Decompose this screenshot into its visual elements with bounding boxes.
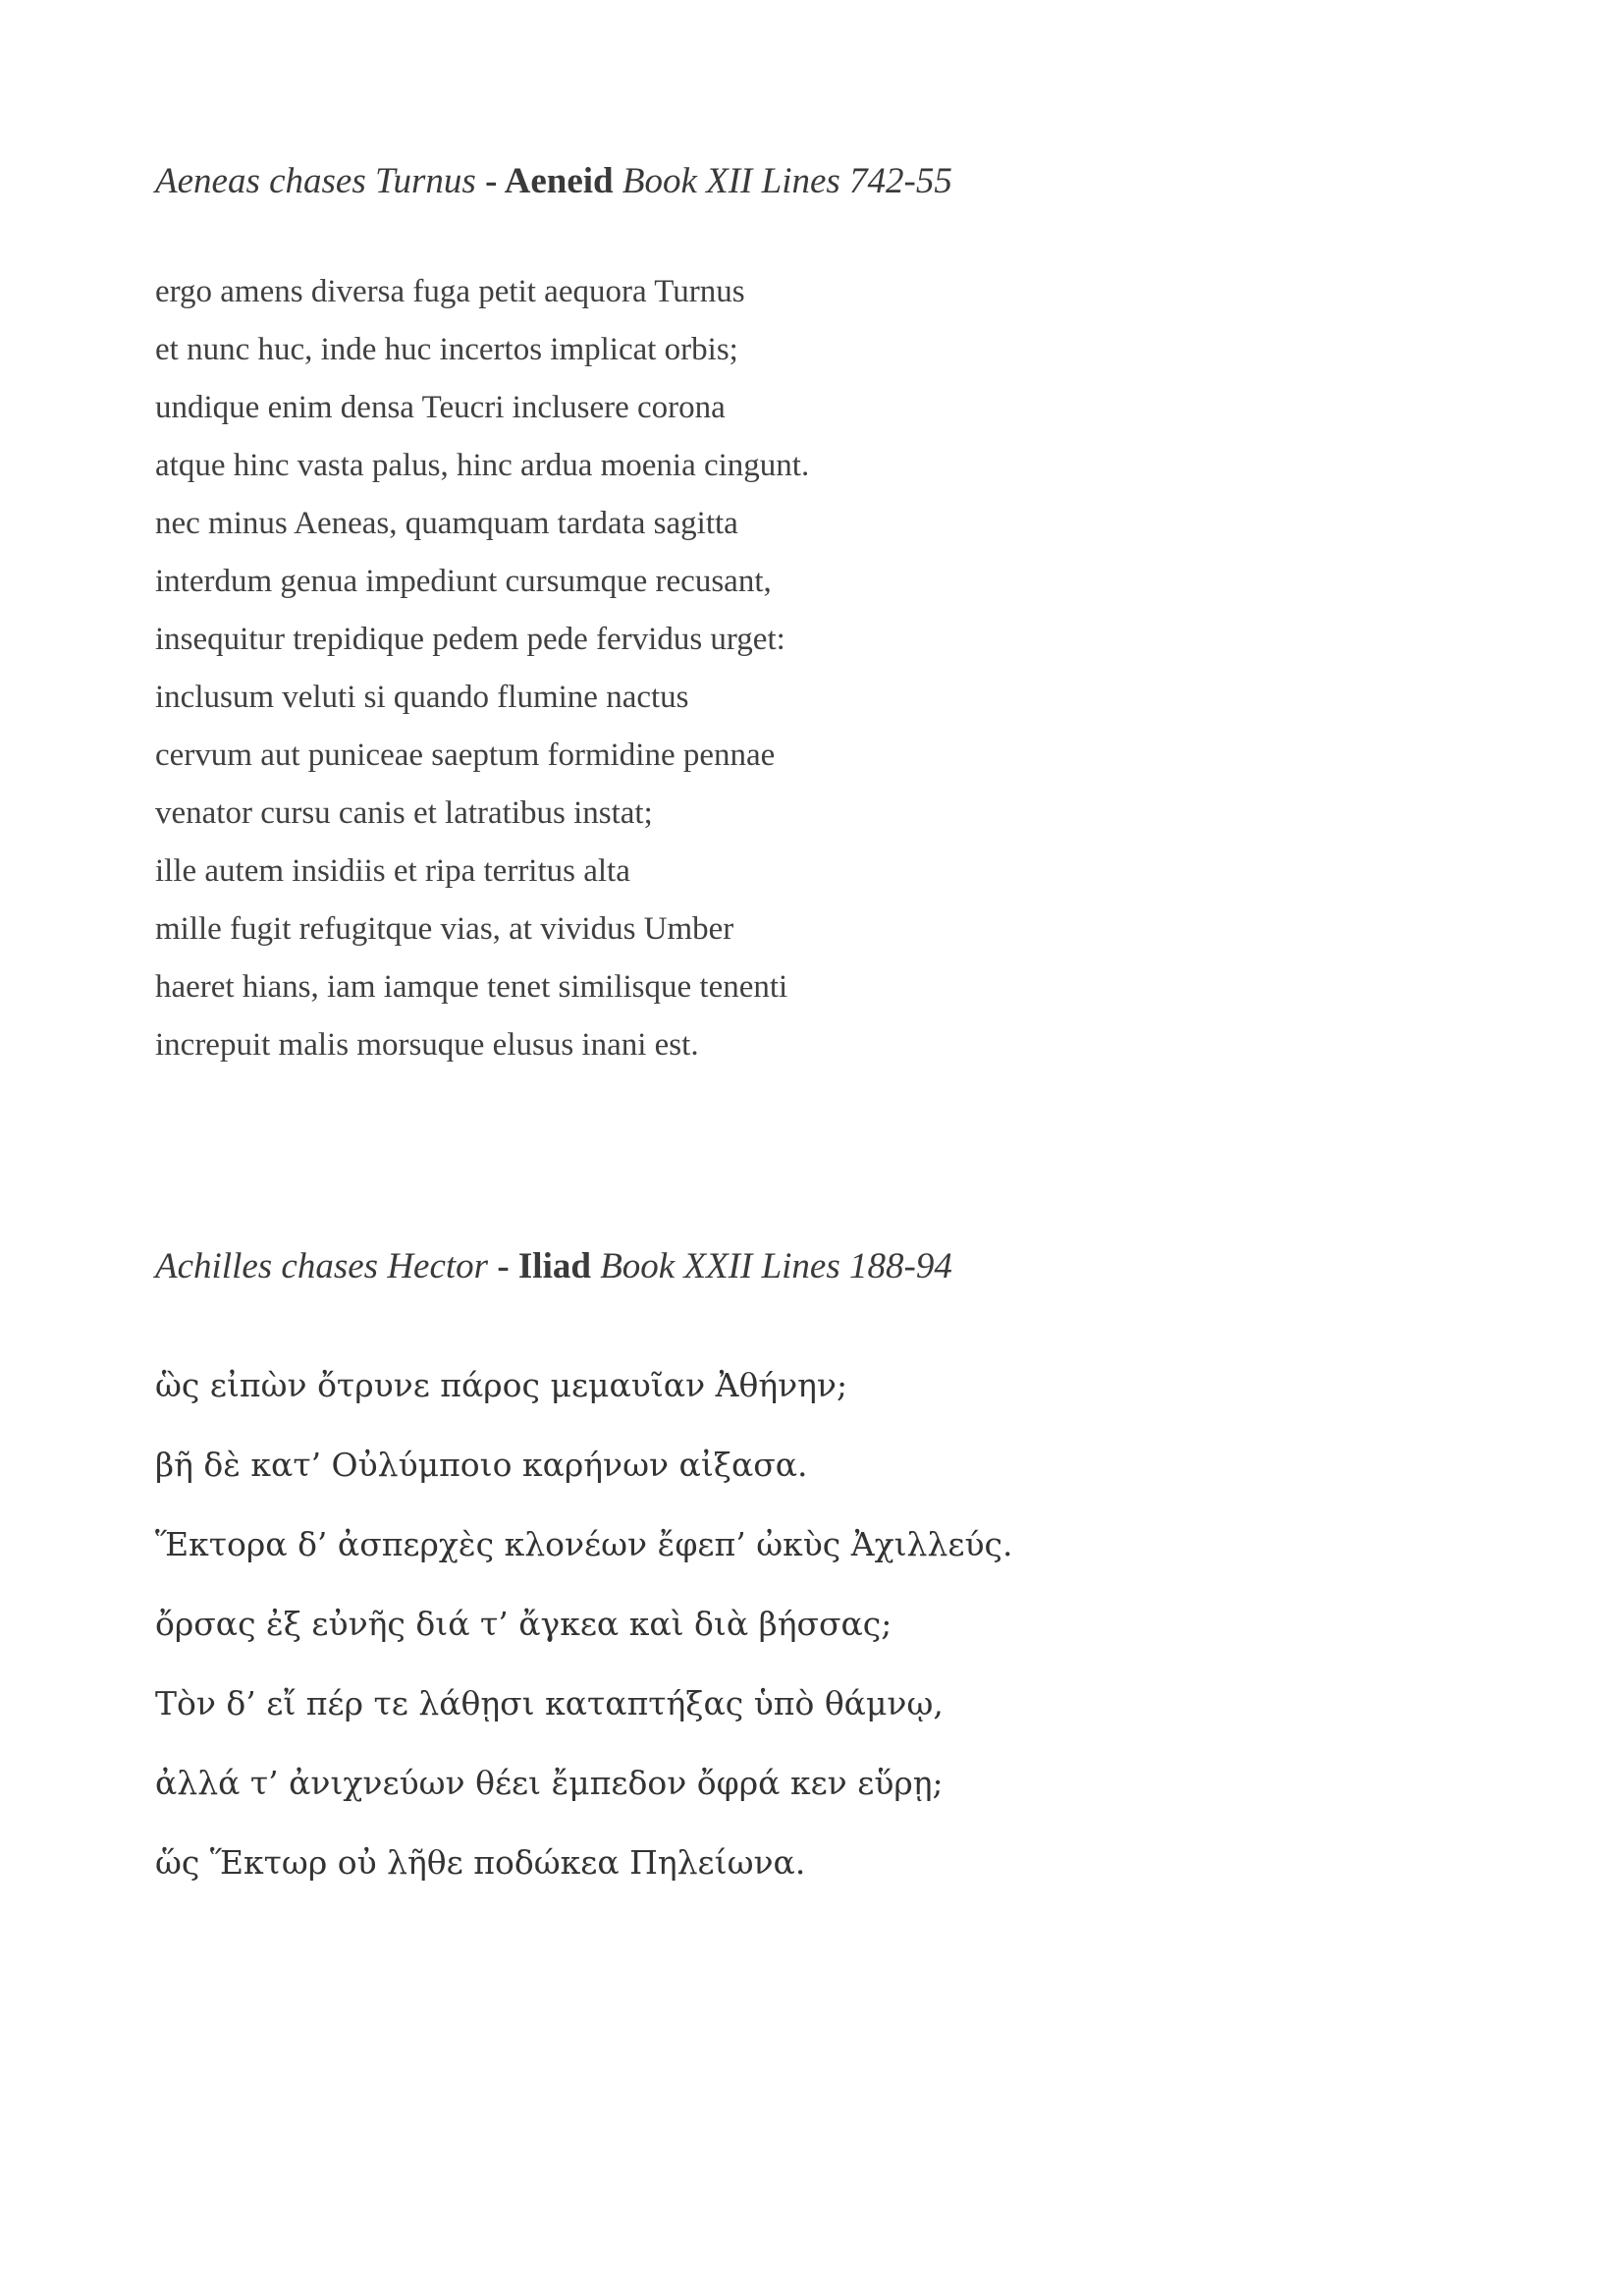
verse-line: Ἕκτορα δ’ ἀσπερχὲς κλονέων ἔφεπ’ ὠκὺς Ἀχιλλεύς. [155, 1525, 1013, 1563]
iliad-section [155, 1242, 1432, 1918]
aeneid-heading-subject: Aeneas chases Turnus [155, 161, 476, 201]
aeneid-section [155, 157, 1432, 1090]
verse-line: inclusum veluti si quando flumine nactus [155, 680, 689, 715]
verse-line: atque hinc vasta palus, hinc ardua moenia cingunt. [155, 448, 810, 483]
verse-line: ergo amens diversa fuga petit aequora Turnus [155, 274, 745, 309]
iliad-heading-subject: Achilles chases Hector [155, 1246, 489, 1286]
verse-line: interdum genua impediunt cursumque recusant, [155, 564, 772, 599]
verse-line: ὣς εἰπὼν ὄτρυνε πάρος μεμαυῖαν Ἀθήνην; [155, 1366, 848, 1404]
iliad-heading-separator: - [488, 1246, 518, 1286]
aeneid-verse-list [155, 263, 1432, 1074]
verse-line: cervum aut puniceae saeptum formidine pennae [155, 738, 776, 773]
verse-line: et nunc huc, inde huc incertos implicat orbis; [155, 332, 738, 367]
aeneid-heading-work: Aeneid [504, 161, 614, 201]
verse-line: ille autem insidiis et ripa territus alta [155, 853, 630, 889]
iliad-heading-work: Iliad [517, 1246, 591, 1286]
verse-line: nec minus Aeneas, quamquam tardata sagitta [155, 506, 738, 541]
iliad-heading-reference: Book XXII Lines 188-94 [590, 1246, 952, 1286]
verse-line: increpuit malis morsuque elusus inani est. [155, 1027, 699, 1063]
verse-line: ὄρσας ἐξ εὐνῆς διά τ’ ἄγκεα καὶ διὰ βήσσας; [155, 1605, 892, 1643]
iliad-heading [155, 1242, 1432, 1291]
verse-line: βῆ δὲ κατ’ Οὐλύμποιο καρήνων αἰξασα. [155, 1446, 808, 1484]
aeneid-heading-separator: - [475, 161, 505, 201]
aeneid-heading [155, 157, 1432, 206]
verse-line: haeret hians, iam iamque tenet similisque tenenti [155, 969, 788, 1005]
verse-line: undique enim densa Teucri inclusere corona [155, 390, 726, 425]
aeneid-heading-reference: Book XII Lines 742-55 [613, 161, 952, 201]
verse-line: Τὸν δ’ εἴ πέρ τε λάθῃσι καταπτήξας ὑπὸ θάμνῳ, [155, 1684, 944, 1722]
verse-line: venator cursu canis et latratibus instat; [155, 795, 653, 831]
iliad-verse-list [155, 1345, 1432, 1902]
verse-line: mille fugit refugitque vias, at vividus Umber [155, 911, 734, 947]
verse-line: ἀλλά τ’ ἀνιχνεύων θέει ἔμπεδον ὄφρά κεν εὕρῃ; [155, 1764, 944, 1802]
verse-line: insequitur trepidique pedem pede fervidus urget: [155, 622, 785, 657]
verse-line: ὥς Ἕκτωρ οὐ λῆθε ποδώκεα Πηλείωνα. [155, 1843, 806, 1882]
